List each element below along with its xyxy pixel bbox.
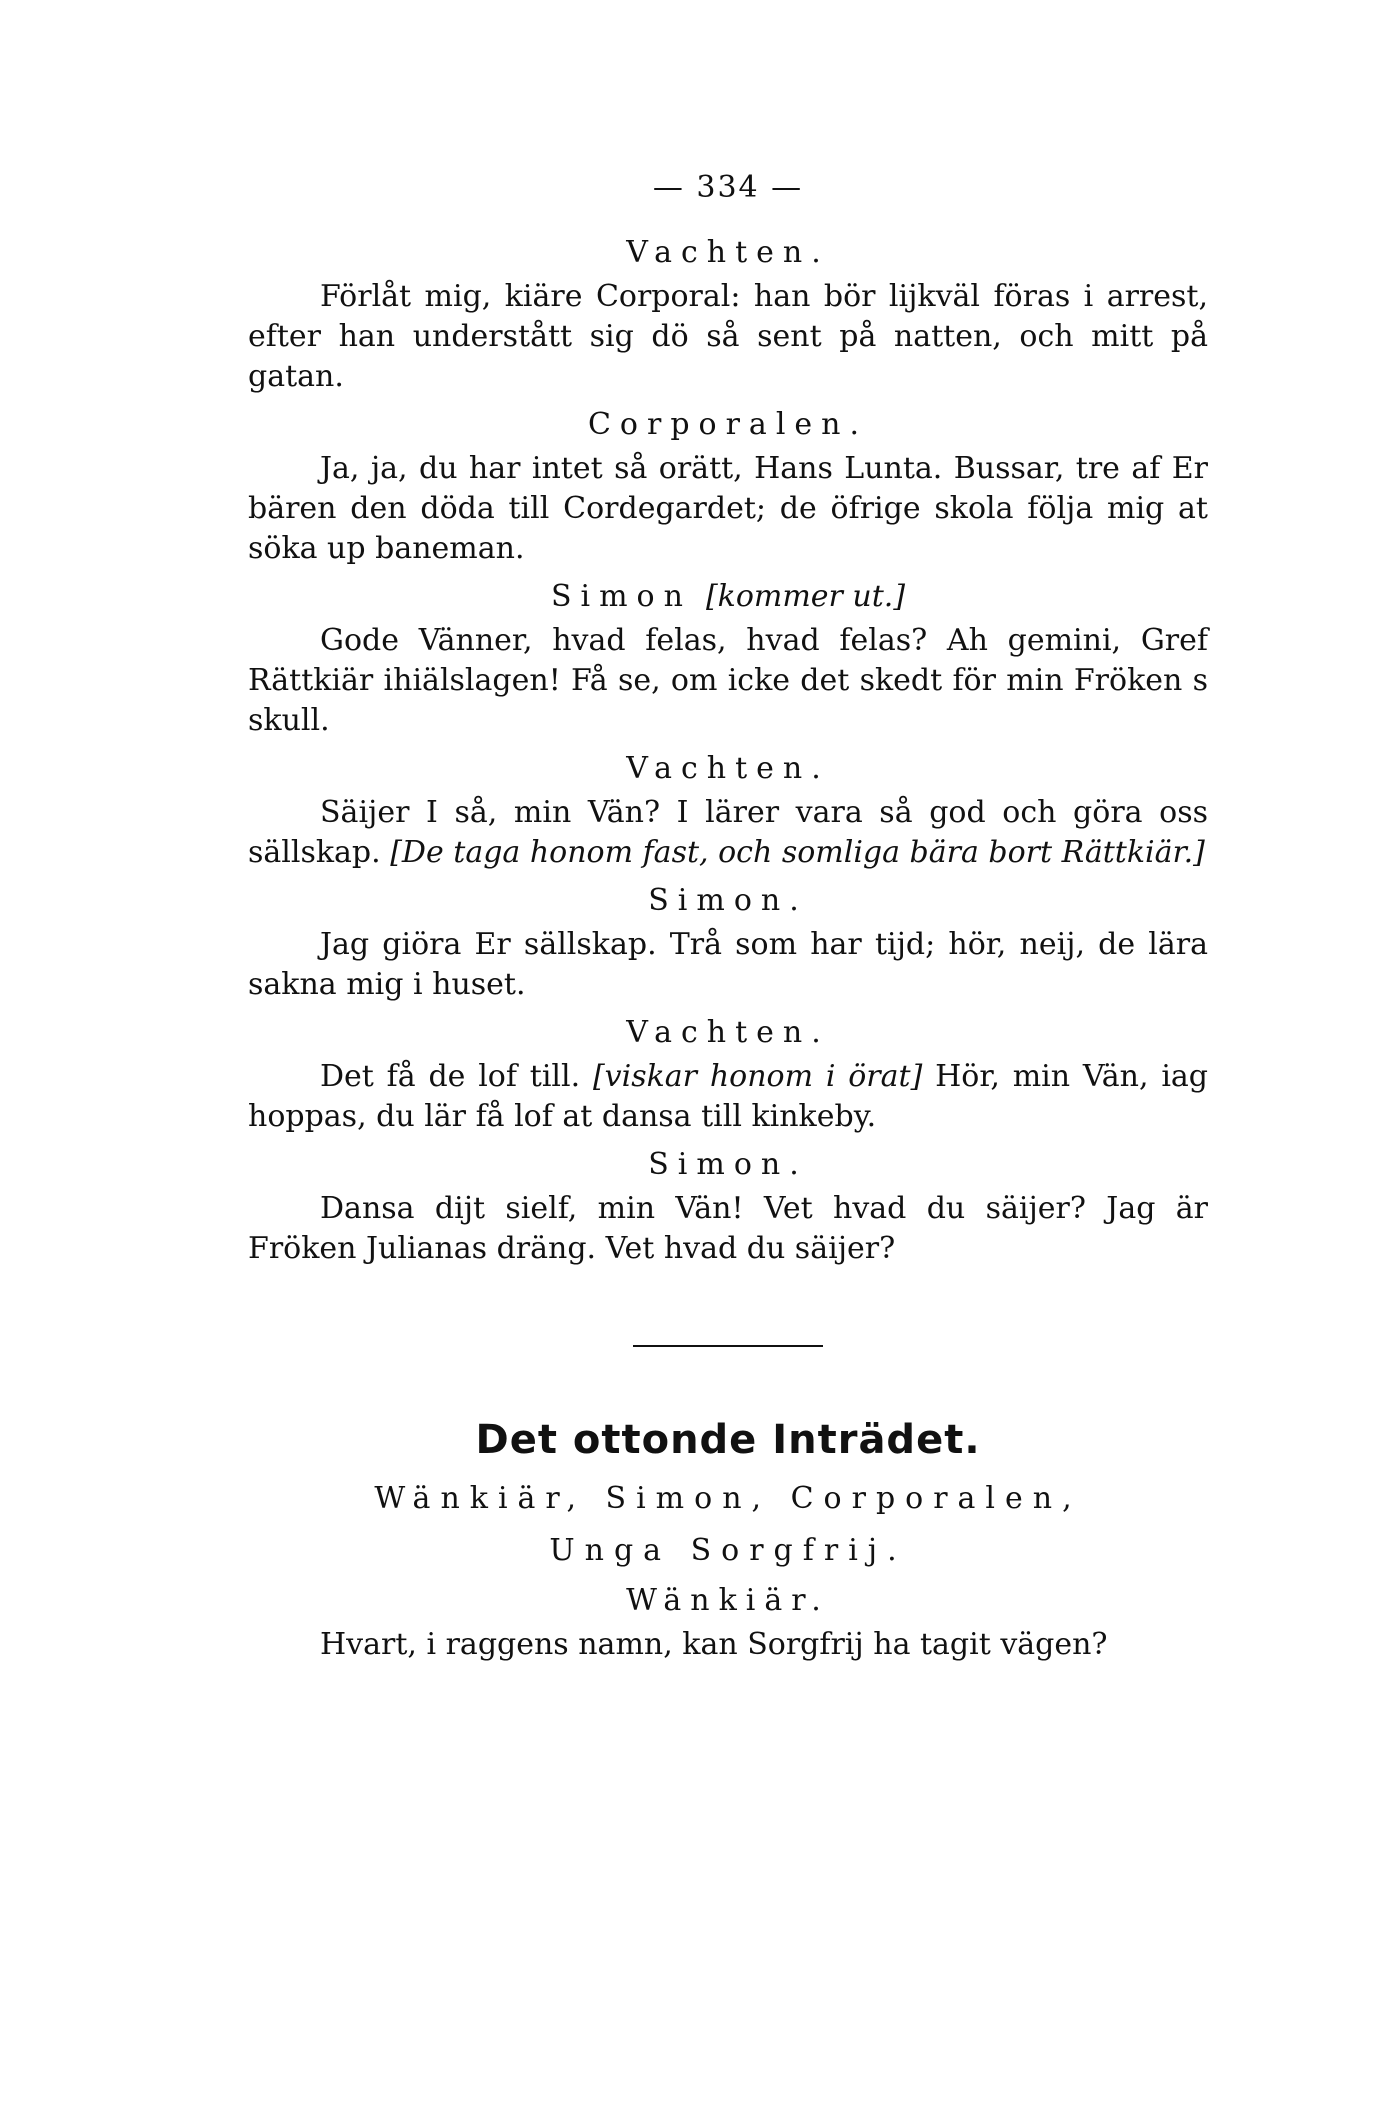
speaker-heading: Simon. (648, 1147, 808, 1182)
speaker-heading: Wänkiär. (626, 1583, 830, 1618)
dialogue-paragraph: Ja, ja, du har intet så orätt, Hans Lunta. Bussar, tre af Er bären den döda till Cordegardet; de öfrige skola följa mig at söka up baneman. (248, 451, 1208, 566)
cast-list-line: Unga Sorgfrij. (549, 1533, 907, 1568)
section-divider (633, 1345, 823, 1347)
dialogue-text: Det få de lof till. (320, 1059, 581, 1094)
speaker-name: Simon (550, 579, 692, 614)
book-page (248, 170, 1208, 1673)
speaker-heading: Vachten. (626, 1015, 830, 1050)
page-number: — 334 — (652, 170, 804, 205)
dialogue-text: Hör, min Vän, iag hoppas, du lär få lof at dansa till kinkeby. (248, 1059, 1209, 1134)
dialogue-paragraph: Jag giöra Er sällskap. Trå som har tijd; hör, neij, de lära sakna mig i huset. (248, 927, 1208, 1002)
speaker-heading: Simon. (648, 883, 808, 918)
speaker-heading-with-direction (248, 577, 1208, 617)
scene-title: Det ottonde Inträdet. (475, 1417, 981, 1463)
dialogue-paragraph: Dansa dijt sielf, min Vän! Vet hvad du säijer? Jag är Fröken Julianas dräng. Vet hvad du säijer? (248, 1191, 1208, 1266)
dialogue-paragraph: Förlåt mig, kiäre Corporal: han bör lijkväl föras i arrest, efter han understått sig dö så sent på natten, och mitt på gatan. (248, 279, 1208, 394)
dialogue-paragraph: Gode Vänner, hvad felas, hvad felas? Ah gemini, Gref Rättkiär ihiälslagen! Få se, om icke det skedt för min Fröken s skull. (248, 623, 1208, 738)
speaker-heading: Vachten. (626, 751, 830, 786)
stage-direction: [viskar honom i örat] (592, 1059, 923, 1094)
cast-list-line: Wänkiär, Simon, Corporalen, (374, 1481, 1082, 1516)
stage-direction: [kommer ut.] (705, 579, 906, 614)
dialogue-paragraph (248, 1057, 1208, 1137)
speaker-heading: Vachten. (626, 235, 830, 270)
dialogue-text: Säijer I så, min Vän? I lärer vara så god och göra oss sällskap. (248, 795, 1208, 870)
speaker-heading: Corporalen. (587, 407, 869, 442)
stage-direction: [De taga honom fast, och somliga bära bort Rättkiär.] (390, 835, 1205, 870)
dialogue-paragraph: Hvart, i raggens namn, kan Sorgfrij ha tagit vägen? (320, 1627, 1108, 1662)
dialogue-paragraph (248, 793, 1208, 873)
